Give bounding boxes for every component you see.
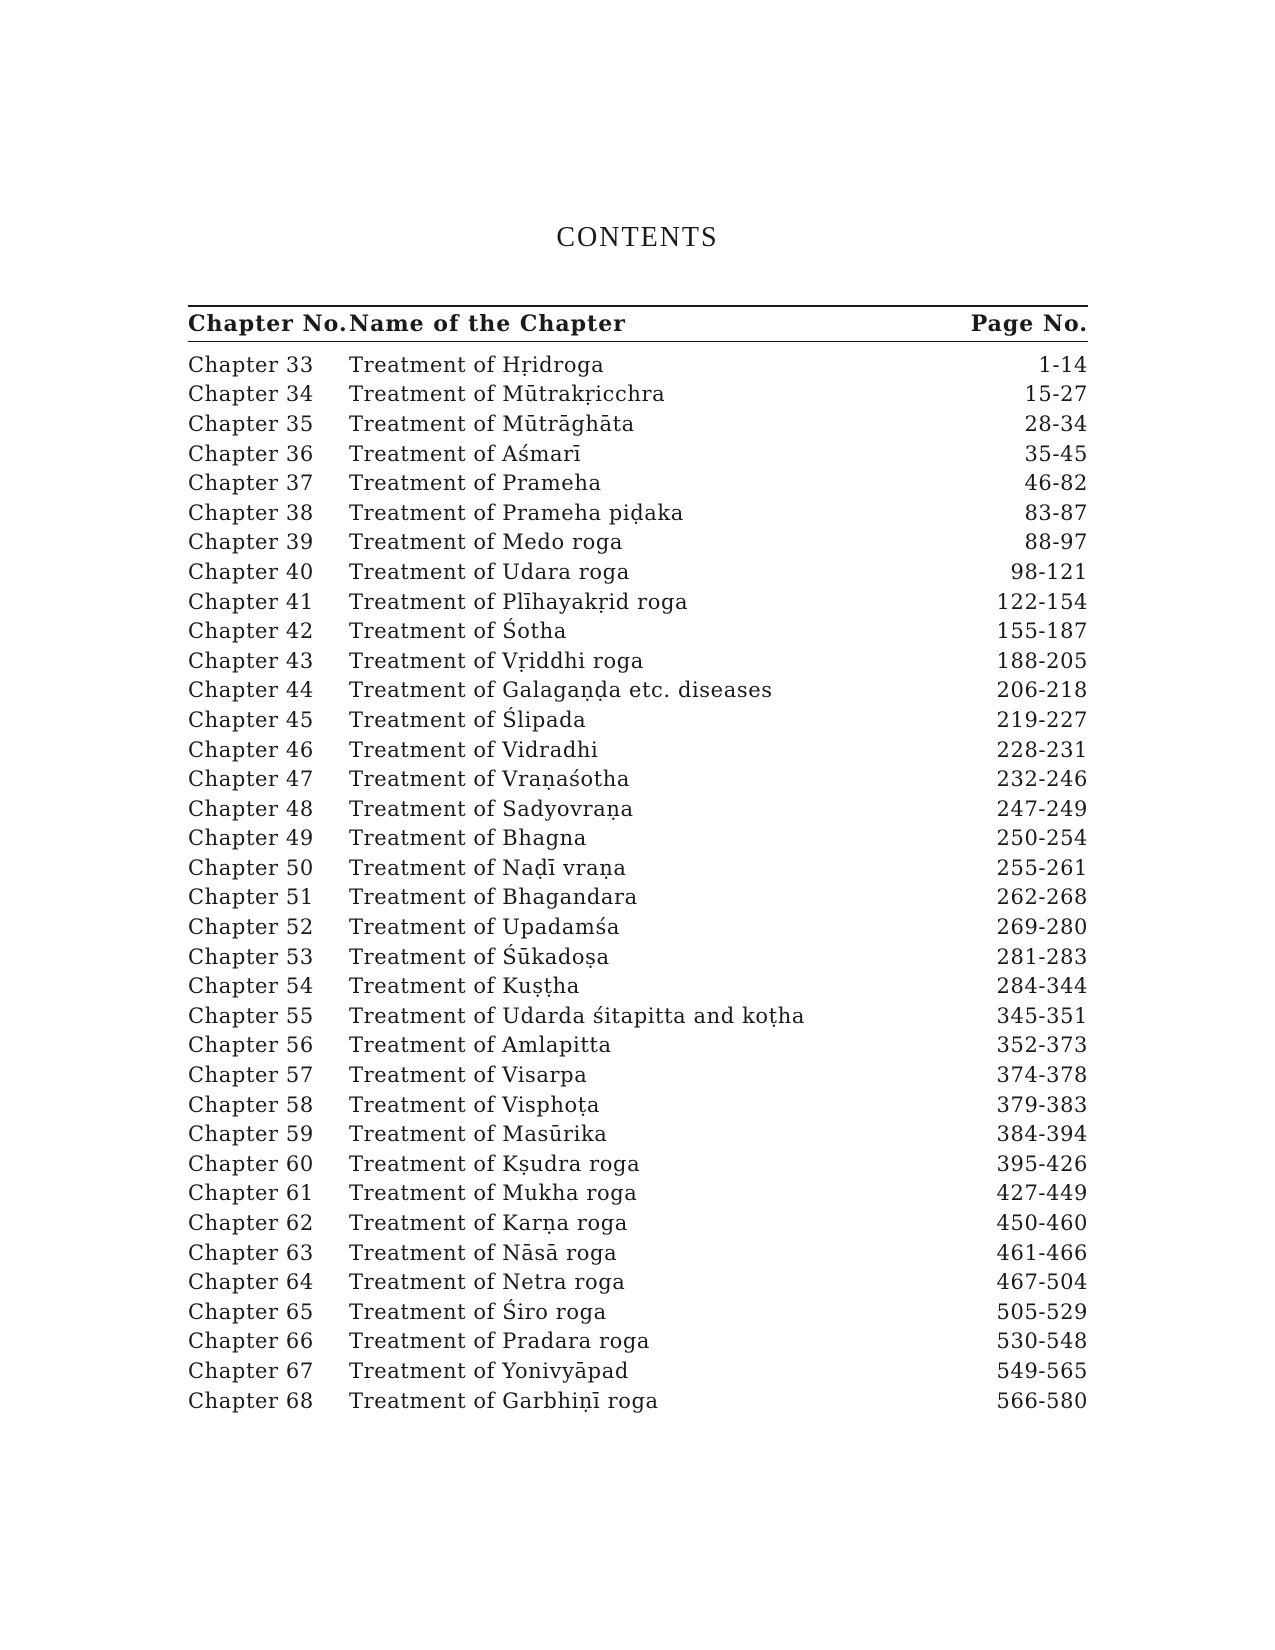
table-row: [188, 439, 1088, 469]
chapter-number: Chapter 47: [188, 767, 314, 792]
chapter-number: Chapter 58: [188, 1092, 314, 1117]
chapter-number: Chapter 34: [188, 382, 314, 407]
page-range: 352-373: [996, 1033, 1088, 1058]
chapter-name: Treatment of Śūkadoṣa: [349, 944, 610, 969]
chapter-name: Treatment of Śotha: [349, 619, 567, 644]
chapter-name: Treatment of Mūtrāghāta: [349, 411, 635, 436]
chapter-number: Chapter 62: [188, 1211, 314, 1236]
page-range: 384-394: [996, 1122, 1088, 1147]
page-range: 232-246: [996, 767, 1088, 792]
table-row: [188, 1386, 1088, 1416]
table-row: [188, 1149, 1088, 1179]
table-row: [188, 557, 1088, 587]
table-row: [188, 468, 1088, 498]
chapter-name: Treatment of Vraṇaśotha: [349, 767, 630, 792]
page-range: 228-231: [996, 737, 1088, 762]
page-range: 188-205: [996, 648, 1088, 673]
chapter-number: Chapter 51: [188, 885, 314, 910]
chapter-name: Treatment of Yonivyāpad: [349, 1358, 629, 1383]
page-range: 450-460: [996, 1211, 1088, 1236]
chapter-name: Treatment of Sadyovraṇa: [349, 796, 634, 821]
table-body: [188, 342, 1088, 1415]
page-range: 98-121: [1010, 559, 1088, 584]
chapter-name: Treatment of Vidradhi: [349, 737, 599, 762]
page-range: 155-187: [996, 619, 1088, 644]
table-row: [188, 380, 1088, 410]
chapter-name: Treatment of Vṛiddhi roga: [349, 648, 644, 673]
chapter-number: Chapter 37: [188, 471, 314, 496]
table-row: [188, 676, 1088, 706]
table-row: [188, 587, 1088, 617]
chapter-number: Chapter 66: [188, 1329, 314, 1354]
chapter-number: Chapter 36: [188, 441, 314, 466]
chapter-number: Chapter 68: [188, 1388, 314, 1413]
table-row: [188, 1119, 1088, 1149]
page-range: 379-383: [996, 1092, 1088, 1117]
chapter-number: Chapter 60: [188, 1151, 314, 1176]
table-row: [188, 1208, 1088, 1238]
chapter-number: Chapter 54: [188, 974, 314, 999]
page-range: 395-426: [996, 1151, 1088, 1176]
page-range: 247-249: [996, 796, 1088, 821]
header-page-no: Page No.: [970, 311, 1088, 337]
chapter-name: Treatment of Visarpa: [349, 1063, 588, 1088]
chapter-number: Chapter 64: [188, 1270, 314, 1295]
chapter-name: Treatment of Bhagandara: [349, 885, 638, 910]
page-range: 549-565: [996, 1358, 1088, 1383]
table-row: [188, 646, 1088, 676]
chapter-number: Chapter 41: [188, 589, 314, 614]
table-row: [188, 1090, 1088, 1120]
chapter-number: Chapter 45: [188, 707, 314, 732]
table-row: [188, 498, 1088, 528]
chapter-name: Treatment of Prameha piḍaka: [349, 500, 684, 525]
chapter-number: Chapter 57: [188, 1063, 314, 1088]
page-range: 530-548: [996, 1329, 1088, 1354]
table-row: [188, 1238, 1088, 1268]
page-range: 505-529: [996, 1299, 1088, 1324]
chapter-name: Treatment of Masūrika: [349, 1122, 608, 1147]
chapter-name: Treatment of Galagaṇḍa etc. diseases: [349, 678, 773, 703]
table-row: [188, 528, 1088, 558]
page-range: 374-378: [996, 1063, 1088, 1088]
chapter-name: Treatment of Aśmarī: [349, 441, 582, 466]
chapter-name: Treatment of Hṛidroga: [349, 352, 605, 377]
chapter-number: Chapter 52: [188, 915, 314, 940]
page-range: 1-14: [1038, 352, 1088, 377]
contents-table: [188, 305, 1088, 1415]
chapter-number: Chapter 65: [188, 1299, 314, 1324]
table-row: [188, 1179, 1088, 1209]
chapter-number: Chapter 48: [188, 796, 314, 821]
chapter-name: Treatment of Śiro roga: [349, 1299, 607, 1324]
chapter-number: Chapter 38: [188, 500, 314, 525]
table-row: [188, 912, 1088, 942]
table-row: [188, 735, 1088, 765]
table-row: [188, 942, 1088, 972]
table-row: [188, 971, 1088, 1001]
chapter-number: Chapter 46: [188, 737, 314, 762]
chapter-name: Treatment of Nāsā roga: [349, 1240, 618, 1265]
chapter-number: Chapter 40: [188, 559, 314, 584]
page-range: 281-283: [996, 944, 1088, 969]
table-row: [188, 1327, 1088, 1357]
page-title: CONTENTS: [556, 222, 719, 253]
chapter-number: Chapter 50: [188, 855, 314, 880]
chapter-number: Chapter 33: [188, 352, 314, 377]
chapter-number: Chapter 53: [188, 944, 314, 969]
table-row: [188, 764, 1088, 794]
table-row: [188, 1001, 1088, 1031]
page-range: 427-449: [996, 1181, 1088, 1206]
table-row: [188, 409, 1088, 439]
chapter-name: Treatment of Kuṣṭha: [349, 974, 580, 999]
chapter-number: Chapter 59: [188, 1122, 314, 1147]
header-chapter-no: Chapter No.: [188, 311, 348, 337]
chapter-name: Treatment of Udara roga: [349, 559, 630, 584]
page-range: 467-504: [996, 1270, 1088, 1295]
page-range: 88-97: [1024, 530, 1088, 555]
chapter-name: Treatment of Visphoṭa: [349, 1092, 600, 1117]
table-row: [188, 350, 1088, 380]
page-range: 83-87: [1024, 500, 1088, 525]
table-row: [188, 883, 1088, 913]
page-range: 262-268: [996, 885, 1088, 910]
chapter-number: Chapter 49: [188, 826, 314, 851]
table-row: [188, 794, 1088, 824]
table-row: [188, 1267, 1088, 1297]
page-range: 46-82: [1024, 471, 1088, 496]
page-range: 122-154: [996, 589, 1088, 614]
page-range: 250-254: [996, 826, 1088, 851]
chapter-number: Chapter 39: [188, 530, 314, 555]
chapter-number: Chapter 35: [188, 411, 314, 436]
table-row: [188, 1031, 1088, 1061]
page-range: 219-227: [996, 707, 1088, 732]
chapter-name: Treatment of Mukha roga: [349, 1181, 638, 1206]
table-row: [188, 705, 1088, 735]
page-range: 461-466: [996, 1240, 1088, 1265]
chapter-number: Chapter 55: [188, 1003, 314, 1028]
table-row: [188, 1356, 1088, 1386]
chapter-name: Treatment of Naḍī vraṇa: [349, 855, 627, 880]
page-range: 345-351: [996, 1003, 1088, 1028]
page-range: 269-280: [996, 915, 1088, 940]
page-range: 255-261: [996, 855, 1088, 880]
chapter-number: Chapter 67: [188, 1358, 314, 1383]
table-row: [188, 616, 1088, 646]
header-chapter-name: Name of the Chapter: [349, 311, 626, 337]
chapter-name: Treatment of Netra roga: [349, 1270, 626, 1295]
chapter-name: Treatment of Pradara roga: [349, 1329, 651, 1354]
chapter-name: Treatment of Garbhiṇī roga: [349, 1388, 659, 1413]
chapter-name: Treatment of Karṇa roga: [349, 1211, 628, 1236]
chapter-name: Treatment of Medo roga: [349, 530, 624, 555]
table-header: [188, 305, 1088, 342]
table-row: [188, 853, 1088, 883]
chapter-number: Chapter 63: [188, 1240, 314, 1265]
chapter-number: Chapter 43: [188, 648, 314, 673]
chapter-number: Chapter 44: [188, 678, 314, 703]
chapter-name: Treatment of Upadamśa: [349, 915, 620, 940]
chapter-name: Treatment of Ślipada: [349, 707, 587, 732]
page-range: 206-218: [996, 678, 1088, 703]
chapter-name: Treatment of Prameha: [349, 471, 602, 496]
table-row: [188, 1297, 1088, 1327]
chapter-name: Treatment of Amlapitta: [349, 1033, 612, 1058]
chapter-number: Chapter 56: [188, 1033, 314, 1058]
chapter-name: Treatment of Plīhayakṛid roga: [349, 589, 689, 614]
page-range: 28-34: [1024, 411, 1088, 436]
chapter-name: Treatment of Kṣudra roga: [349, 1151, 641, 1176]
page-range: 566-580: [996, 1388, 1088, 1413]
page-range: 35-45: [1024, 441, 1088, 466]
chapter-number: Chapter 42: [188, 619, 314, 644]
page-range: 284-344: [996, 974, 1088, 999]
chapter-name: Treatment of Udarda śitapitta and koṭha: [349, 1003, 805, 1028]
page-range: 15-27: [1024, 382, 1088, 407]
table-row: [188, 1060, 1088, 1090]
chapter-number: Chapter 61: [188, 1181, 314, 1206]
chapter-name: Treatment of Mūtrakṛicchra: [349, 382, 666, 407]
table-row: [188, 824, 1088, 854]
chapter-name: Treatment of Bhagna: [349, 826, 587, 851]
